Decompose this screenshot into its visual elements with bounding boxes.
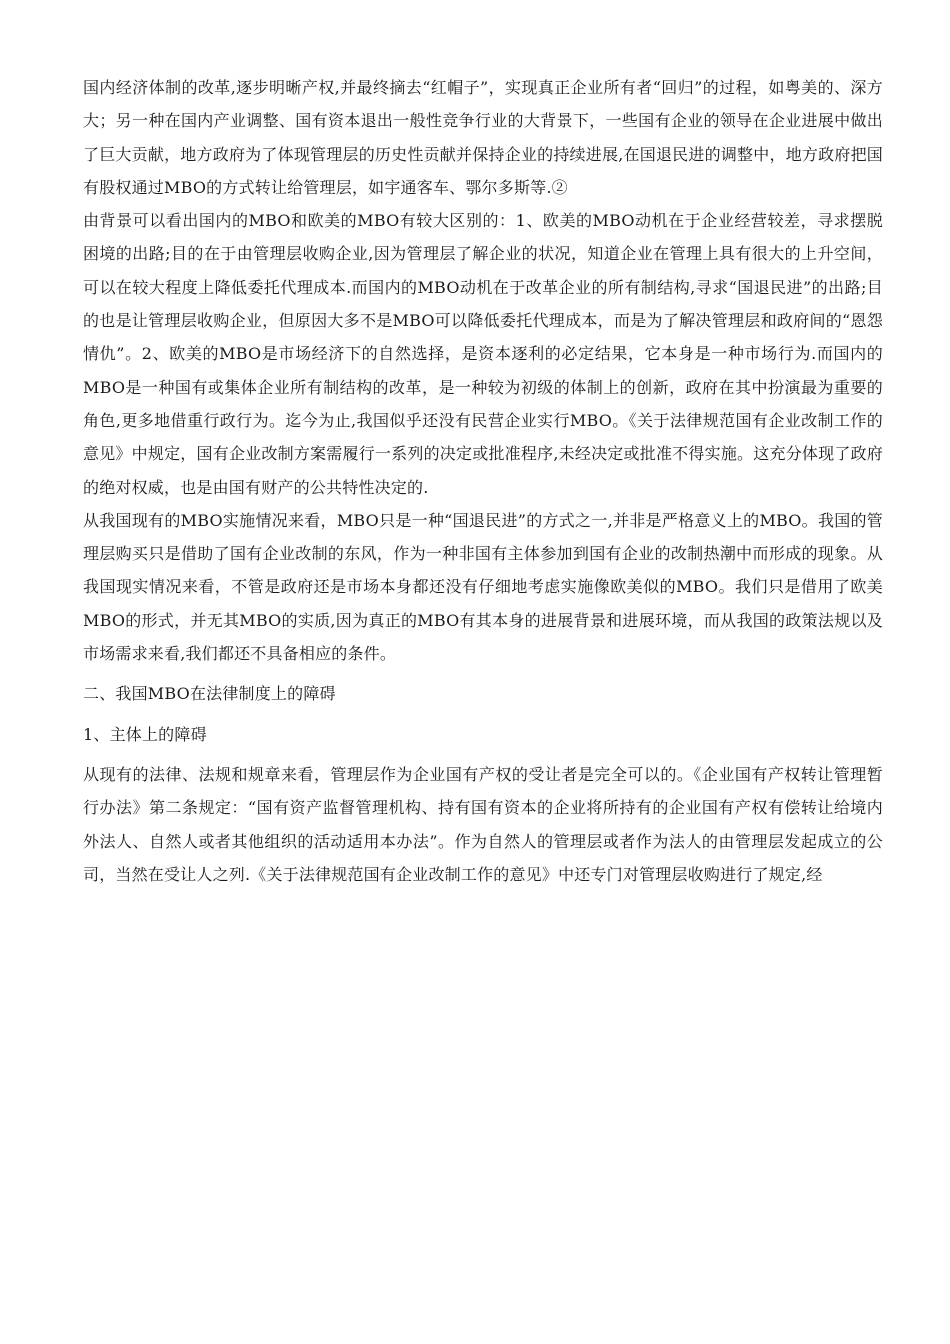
paragraph-4: 从现有的法律、法规和规章来看，管理层作为企业国有产权的受让者是完全可以的。《企业国有产权转让管理暂行办法》第二条规定：“国有资产监督管理机构、持有国有资本的企业将所持有的企业国有产权有偿转让给境内外法人、自然人或者其他组织的活动适用本办法”。作为自然人的管理层或者作为法人的由管理层发起成立的公司，当然在受让人之列.《关于法律规范国有企业改制工作的意见》中还专门对管理层收购进行了规定,经 [83,764,883,884]
subsection-heading: 1、主体上的障碍 [83,724,207,744]
document-body [83,71,883,891]
paragraph-3: 从我国现有的MBO实施情况来看，MBO只是一种“国退民进”的方式之一,并非是严格意义上的MBO。我国的管理层购买只是借助了国有企业改制的东风，作为一种非国有主体参加到国有企业的改制热潮中而形成的现象。从我国现实情况来看，不管是政府还是市场本身都还没有仔细地考虑实施像欧美似的MBO。我们只是借用了欧美MBO的形式，并无其MBO的实质,因为真正的MBO有其本身的进展背景和进展环境，而从我国的政策法规以及市场需求来看,我们都还不具备相应的条件。 [83,510,883,664]
paragraph-2: 由背景可以看出国内的MBO和欧美的MBO有较大区别的：1、欧美的MBO动机在于企业经营较差，寻求摆脱困境的出路;目的在于由管理层收购企业,因为管理层了解企业的状况，知道企业在管理上具有很大的上升空间，可以在较大程度上降低委托代理成本.而国内的MBO动机在于改革企业的所有制结构,寻求“国退民进”的出路;目的也是让管理层收购企业，但原因大多不是MBO可以降低委托代理成本，而是为了解决管理层和政府间的“恩怨情仇”。2、欧美的MBO是市场经济下的自然选择，是资本逐利的必定结果，它本身是一种市场行为.而国内的MBO是一种国有或集体企业所有制结构的改革，是一种较为初级的体制上的创新，政府在其中扮演最为重要的角色,更多地借重行政行为。迄今为止,我国似乎还没有民营企业实行MBO。《关于法律规范国有企业改制工作的意见》中规定，国有企业改制方案需履行一系列的决定或批准程序,未经决定或批准不得实施。这充分体现了政府的绝对权威，也是由国有财产的公共特性决定的. [83,211,883,497]
section-heading: 二、我国MBO在法律制度上的障碍 [83,684,336,704]
paragraph-1: 国内经济体制的改革,逐步明晰产权,并最终摘去“红帽子”，实现真正企业所有者“回归”的过程，如粤美的、深方大；另一种在国内产业调整、国有资本退出一般性竞争行业的大背景下，一些国有企业的领导在企业进展中做出了巨大贡献，地方政府为了体现管理层的历史性贡献并保持企业的持续进展,在国退民进的调整中，地方政府把国有股权通过MBO的方式转让给管理层，如宇通客车、鄂尔多斯等.② [83,78,883,197]
